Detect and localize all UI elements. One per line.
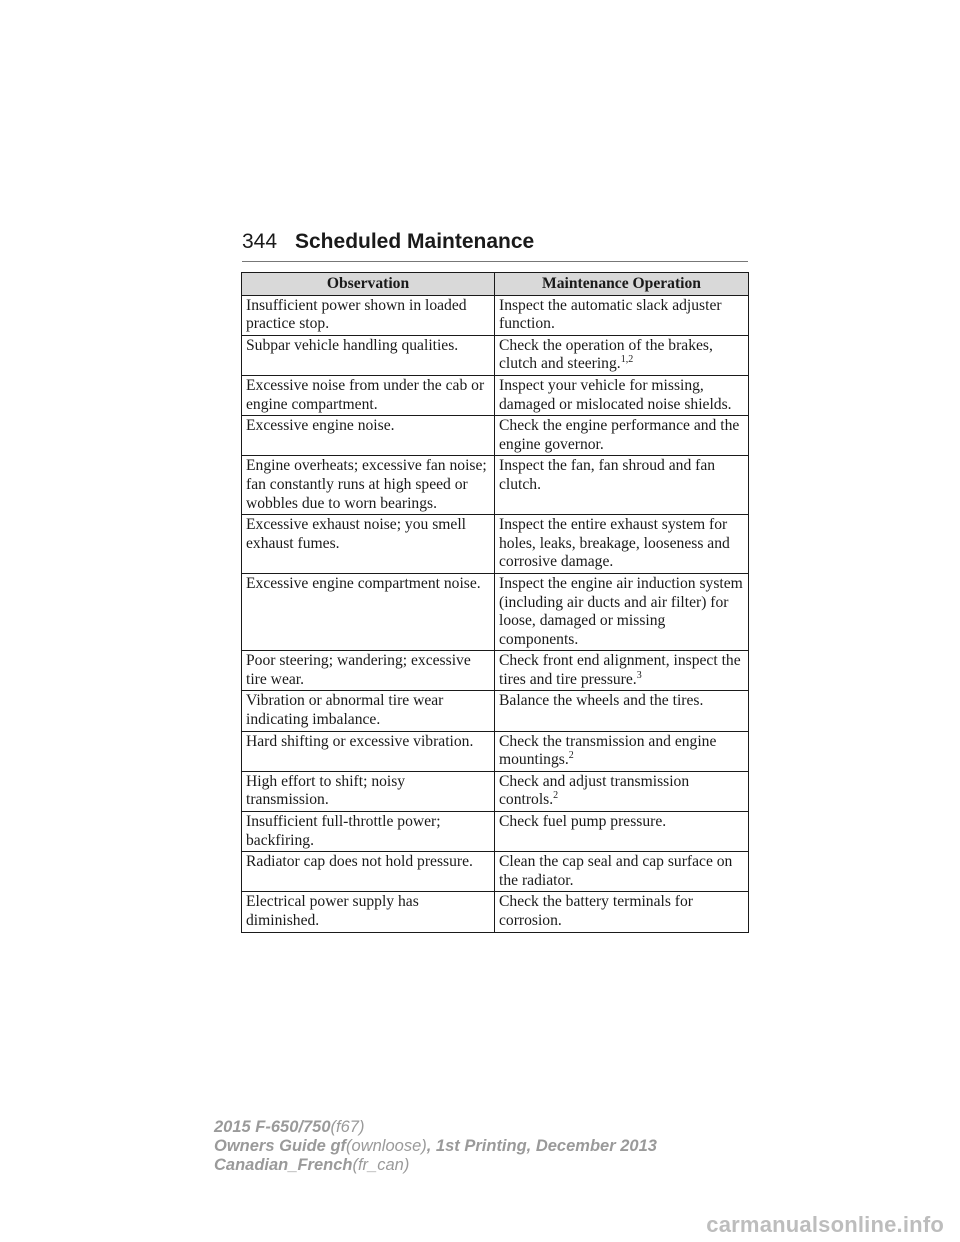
operation-cell bbox=[495, 375, 749, 415]
operation-text: Inspect the engine air induction system (including air ducts and air filter) for loose, damaged or missing components. bbox=[499, 574, 743, 648]
table-row bbox=[242, 731, 749, 771]
table-row bbox=[242, 573, 749, 650]
table-row bbox=[242, 375, 749, 415]
footer-line-2 bbox=[214, 1137, 657, 1156]
operation-text: Check fuel pump pressure. bbox=[499, 813, 667, 831]
footnote-ref: 1,2 bbox=[620, 354, 634, 366]
observation-cell: Excessive engine noise. bbox=[242, 416, 495, 456]
operation-cell bbox=[495, 731, 749, 771]
section-title: Scheduled Maintenance bbox=[295, 230, 535, 253]
observation-cell: Excessive engine compartment noise. bbox=[242, 573, 495, 650]
page-header bbox=[242, 230, 748, 260]
table-row bbox=[242, 335, 749, 375]
observation-cell: Poor steering; wandering; excessive tire wear. bbox=[242, 651, 495, 691]
page-number: 344 bbox=[242, 230, 278, 253]
operation-text: Check the operation of the brakes, clutch and steering. bbox=[499, 336, 713, 373]
operation-text: Check and adjust transmission controls. bbox=[499, 772, 690, 809]
operation-text: Check the engine performance and the engine governor. bbox=[499, 417, 740, 453]
operation-text: Inspect the fan, fan shroud and fan clutch. bbox=[499, 457, 716, 493]
footnote-ref: 3 bbox=[636, 669, 642, 681]
table-row bbox=[242, 295, 749, 335]
header-rule bbox=[242, 261, 748, 262]
footer-language-code: (fr_can) bbox=[352, 1156, 410, 1174]
operation-cell bbox=[495, 416, 749, 456]
operation-cell bbox=[495, 691, 749, 731]
column-header-operation: Maintenance Operation bbox=[495, 273, 749, 296]
operation-text: Inspect the entire exhaust system for holes, leaks, breakage, looseness and corrosive damage. bbox=[499, 516, 730, 571]
footnote-ref: 2 bbox=[553, 790, 559, 802]
observation-cell: Subpar vehicle handling qualities. bbox=[242, 335, 495, 375]
operation-cell bbox=[495, 573, 749, 650]
operation-text: Check the battery terminals for corrosion. bbox=[499, 893, 693, 929]
operation-text: Check the transmission and engine mountings. bbox=[499, 732, 717, 769]
operation-cell bbox=[495, 651, 749, 691]
operation-cell bbox=[495, 515, 749, 574]
observation-cell: Insufficient full-throttle power; backfiring. bbox=[242, 812, 495, 852]
observation-cell: Hard shifting or excessive vibration. bbox=[242, 731, 495, 771]
operation-cell bbox=[495, 771, 749, 811]
operation-cell bbox=[495, 456, 749, 515]
table-row bbox=[242, 515, 749, 574]
footer-model: 2015 F-650/750 bbox=[214, 1118, 331, 1136]
table-row bbox=[242, 771, 749, 811]
operation-cell bbox=[495, 812, 749, 852]
operation-cell bbox=[495, 295, 749, 335]
observation-cell: High effort to shift; noisy transmission. bbox=[242, 771, 495, 811]
observation-cell: Insufficient power shown in loaded practice stop. bbox=[242, 295, 495, 335]
footer-line-1 bbox=[214, 1118, 657, 1137]
table-row bbox=[242, 651, 749, 691]
footer-guide: Owners Guide gf bbox=[214, 1137, 347, 1155]
footer-model-code: (f67) bbox=[330, 1118, 365, 1136]
footer-language: Canadian_French bbox=[214, 1156, 353, 1174]
maintenance-table bbox=[241, 272, 749, 933]
column-header-observation: Observation bbox=[242, 273, 495, 296]
operation-cell bbox=[495, 335, 749, 375]
observation-cell: Electrical power supply has diminished. bbox=[242, 892, 495, 932]
table-row bbox=[242, 691, 749, 731]
watermark: carmanualsonline.info bbox=[706, 1212, 944, 1237]
operation-cell bbox=[495, 892, 749, 932]
footer-printing: , 1st Printing, December 2013 bbox=[426, 1137, 657, 1155]
table-row bbox=[242, 456, 749, 515]
observation-cell: Radiator cap does not hold pressure. bbox=[242, 852, 495, 892]
observation-cell: Vibration or abnormal tire wear indicating imbalance. bbox=[242, 691, 495, 731]
footer-line-3 bbox=[214, 1156, 657, 1175]
table-row bbox=[242, 852, 749, 892]
operation-text: Clean the cap seal and cap surface on the radiator. bbox=[499, 853, 733, 889]
table-row bbox=[242, 812, 749, 852]
table-body bbox=[242, 295, 749, 932]
observation-cell: Excessive noise from under the cab or engine compartment. bbox=[242, 375, 495, 415]
table-row bbox=[242, 892, 749, 932]
footer-print-info bbox=[214, 1118, 657, 1175]
operation-text: Inspect the automatic slack adjuster function. bbox=[499, 296, 722, 333]
observation-cell: Engine overheats; excessive fan noise; fan constantly runs at high speed or wobbles due to worn bearings. bbox=[242, 456, 495, 515]
table-header-row bbox=[242, 273, 749, 296]
operation-text: Balance the wheels and the tires. bbox=[499, 692, 704, 710]
operation-text: Inspect your vehicle for missing, damaged or mislocated noise shields. bbox=[499, 376, 732, 413]
footer-guide-code: (ownloose) bbox=[346, 1137, 427, 1155]
operation-text: Check front end alignment, inspect the tires and tire pressure. bbox=[499, 652, 741, 688]
operation-cell bbox=[495, 852, 749, 892]
observation-cell: Excessive exhaust noise; you smell exhaust fumes. bbox=[242, 515, 495, 574]
footnote-ref: 2 bbox=[568, 750, 574, 762]
table-row bbox=[242, 416, 749, 456]
